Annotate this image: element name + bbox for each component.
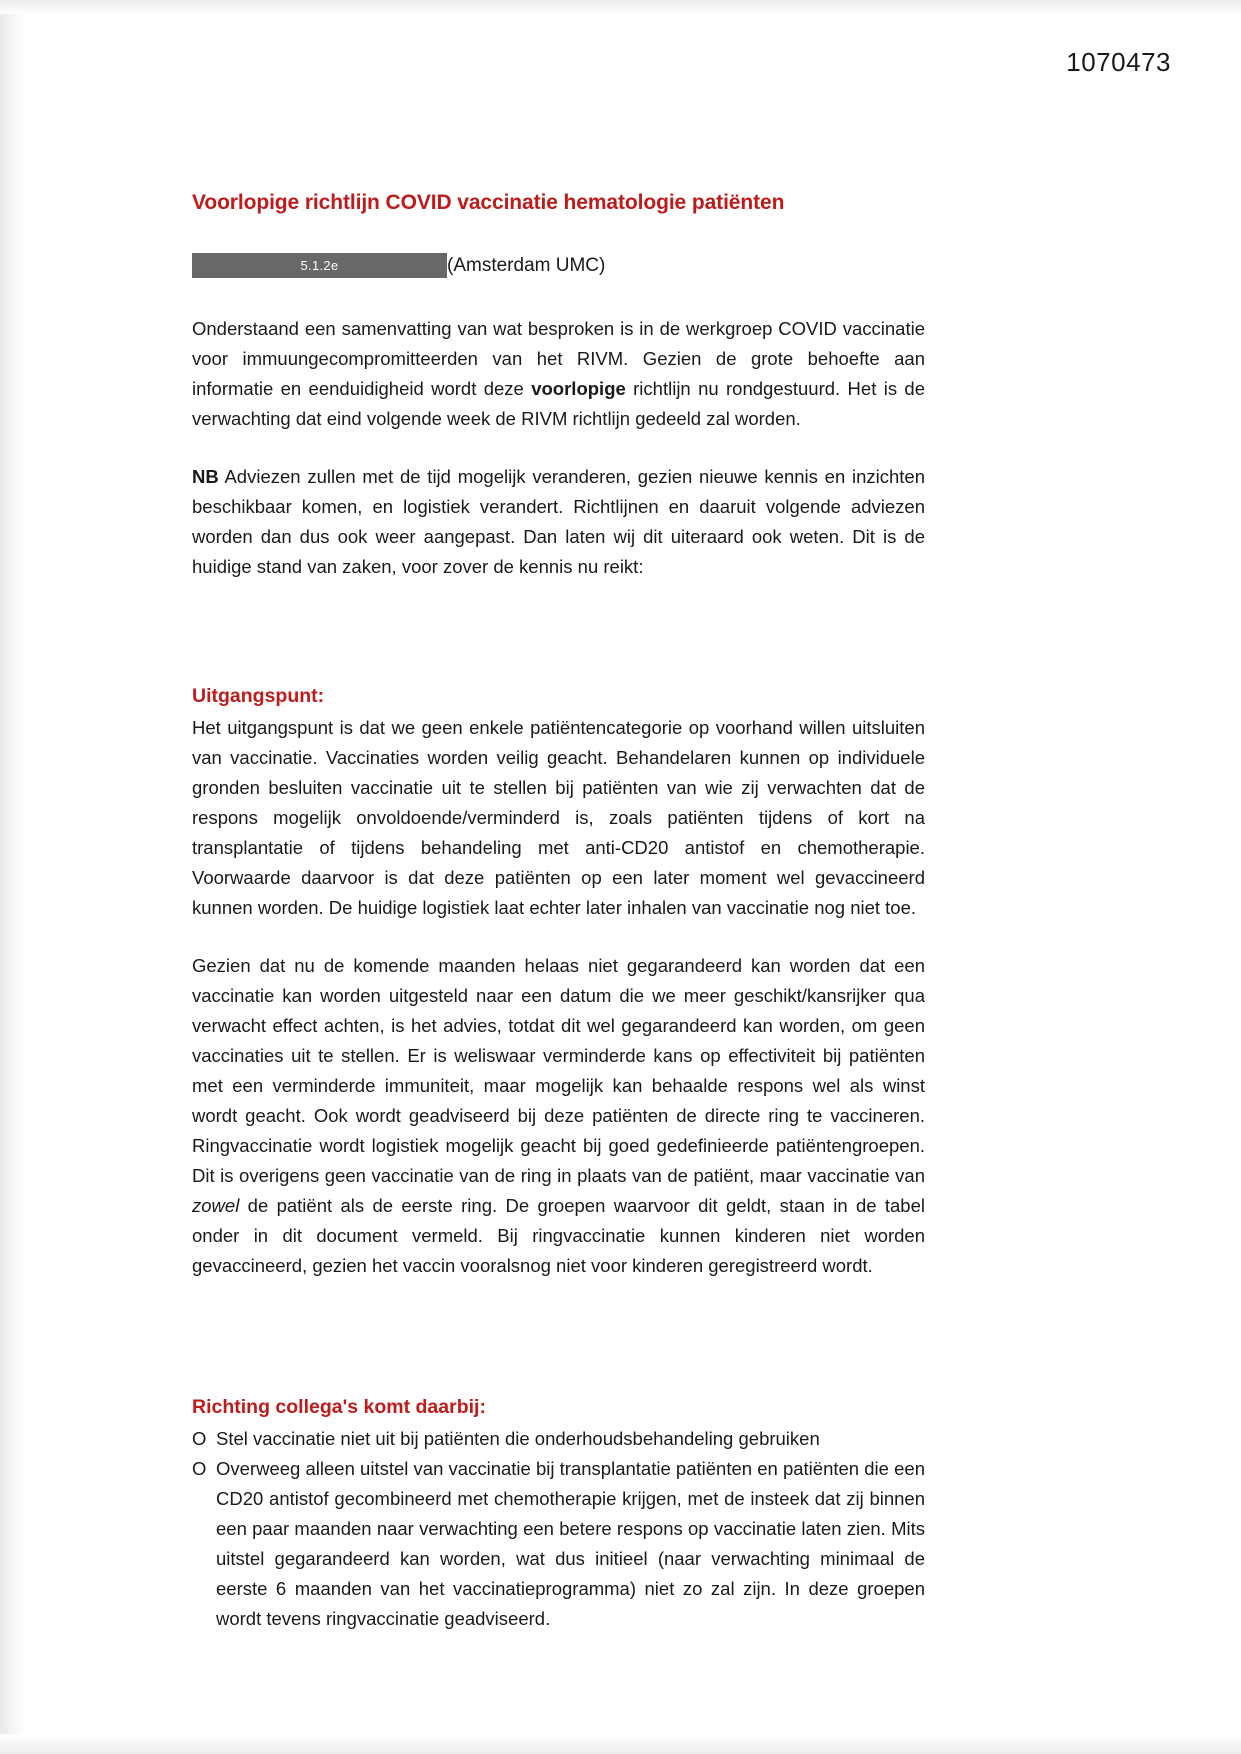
uitgangspunt-p2-emphasis: zowel xyxy=(192,1194,240,1216)
author-affiliation: (Amsterdam UMC) xyxy=(447,254,606,276)
uitgangspunt-paragraph-2 xyxy=(192,951,925,1281)
list-item-text: Overweeg alleen uitstel van vaccinatie bij transplantatie patiënten en patiënten die een CD20 antistof gecombineerd met chemotherapie krijgen, met de insteek dat zij binnen een paar maanden naar verwachting een betere respons op vaccinatie laten zien. Mits uitstel gegarandeerd kan worden, wat dus initieel (naar verwachting minimaal de eerste 6 maanden van het vaccinatieprogramma) niet zo zal zijn. In deze groepen wordt tevens ringvaccinatie geadviseerd. xyxy=(216,1458,925,1629)
section-heading-uitgangspunt: Uitgangspunt: xyxy=(192,684,325,707)
list-item xyxy=(192,1424,925,1454)
uitgangspunt-p2-part2: de patiënt als de eerste ring. De groepen waarvoor dit geldt, staan in de tabel onder in dit document vermeld. Bij ringvaccinatie kunnen kinderen niet worden gevaccineerd, gezien het vaccin vooralsnog niet voor kinderen geregistreerd wordt. xyxy=(192,1194,925,1276)
advice-list xyxy=(192,1424,925,1634)
scan-edge-top xyxy=(0,0,1241,14)
redaction-bar: 5.1.2e xyxy=(192,253,447,278)
bullet-marker-icon: O xyxy=(192,1458,207,1480)
nb-label: NB xyxy=(192,466,219,488)
advice-spacer xyxy=(192,1309,925,1355)
uitgangspunt-paragraph-1: Het uitgangspunt is dat we geen enkele patiëntencategorie op voorhand willen uitsluiten van vaccinatie. Vaccinaties worden veilig geacht. Behandelaren kunnen op individuele gronden besluiten vaccinatie uit te stellen bij patiënten van wie zij verwachten dat de respons mogelijk onvoldoende/verminderd is, zoals patiënten tijdens of kort na transplantatie of tijdens behandeling met anti-CD20 antistof en chemotherapie. Voorwaarde daarvoor is dat deze patiënten op een later moment wel gevaccineerd kunnen worden. De huidige logistiek laat echter later inhalen van vaccinatie nog niet toe. xyxy=(192,717,925,919)
author-line xyxy=(192,253,925,278)
document-number: 1070473 xyxy=(1066,47,1171,77)
page-title: Voorlopige richtlijn COVID vaccinatie hematologie patiënten xyxy=(192,191,785,214)
nb-text: Adviezen zullen met de tijd mogelijk veranderen, gezien nieuwe kennis en inzichten beschikbaar komen, en logistiek verandert. Richtlijnen en daaruit volgende adviezen worden dan dus ook weer aangepast. Dan laten wij dit uiteraard ook weten. Dit is de huidige stand van zaken, voor zover de kennis nu reikt: xyxy=(192,466,925,577)
intro-text-part1: Onderstaand een samenvatting van wat besproken is in de werkgroep COVID vaccinatie voor immuungecompromitteerden van het RIVM. Gezien de grote behoefte aan informatie en eenduidigheid wordt deze xyxy=(192,318,925,400)
list-item-text: Stel vaccinatie niet uit bij patiënten die onderhoudsbehandeling gebruiken xyxy=(216,1428,820,1450)
intro-text-part2: richtlijn nu rondgestuurd. Het is de verwachting dat eind volgende week de RIVM richtlijn gedeeld zal worden. xyxy=(192,378,926,430)
section-spacer xyxy=(192,610,925,640)
nb-paragraph xyxy=(192,462,925,582)
list-item xyxy=(192,1454,925,1634)
scan-edge-left xyxy=(0,0,26,1754)
document-content xyxy=(192,190,925,1634)
uitgangspunt-p2-part1: Gezien dat nu de komende maanden helaas niet gegarandeerd kan worden dat een vaccinatie kan worden uitgesteld naar een datum die we meer geschikt/kansrijker qua verwacht effect achten, is het advies, totdat dit wel gegarandeerd kan worden, om geen vaccinaties uit te stellen. Er is weliswaar verminderde kans op effectiviteit bij patiënten met een verminderde immuniteit, maar mogelijk kan behaalde respons wel als winst wordt geacht. Ook wordt geadviseerd bij deze patiënten de directe ring te vaccineren. Ringvaccinatie wordt logistiek mogelijk geacht bij goed gedefinieerde patiëntengroepen. Dit is overigens geen vaccinatie van de ring in plaats van de patiënt, maar vaccinatie van xyxy=(192,955,925,1186)
intro-paragraph xyxy=(192,314,925,434)
intro-emphasis: voorlopige xyxy=(531,378,626,400)
section-heading-richting-collega: Richting collega's komt daarbij: xyxy=(192,1395,486,1418)
scan-edge-bottom xyxy=(0,1734,1241,1754)
bullet-marker-icon: O xyxy=(192,1428,207,1450)
